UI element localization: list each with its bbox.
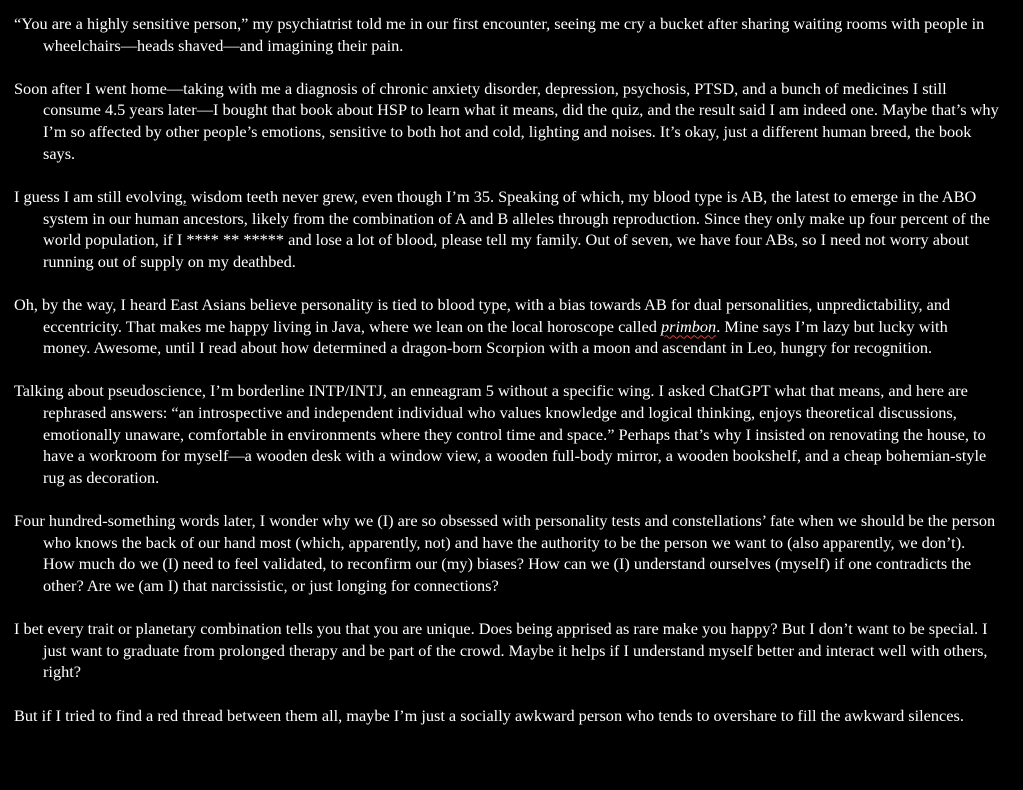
paragraph-pseudoscience [14, 380, 999, 488]
paragraph-hsp-diagnosis [14, 13, 999, 56]
grammar-flagged-comma[interactable]: , [182, 186, 187, 206]
paragraph-text: “You are a highly sensitive person,” my psychiatrist told me in our first encounter, seeing me cry a bucket after sharing waiting rooms with people in wheelchairs—heads shaved—and imagining their pain. [14, 14, 985, 55]
paragraph-text: But if I tried to find a red thread between them all, maybe I’m just a socially awkward person who tends to overshare to fill the awkward silences. [14, 705, 964, 725]
paragraph-red-thread [14, 705, 999, 727]
paragraph-text-before: Oh, by the way, I heard East Asians believe personality is tied to blood type, with a bias towards AB for dual personalities, unpredictability, and eccentricity. That makes me happy living in Java, where we lean on the local horoscope called [14, 295, 951, 336]
paragraph-personality-tests [14, 510, 999, 596]
paragraph-home-diagnosis [14, 78, 999, 164]
paragraph-horoscope [14, 294, 999, 359]
document-body[interactable] [14, 13, 999, 726]
paragraph-text: Soon after I went home—taking with me a diagnosis of chronic anxiety disorder, depression, psychosis, PTSD, and a bunch of medicines I still consume 4.5 years later—I bought that book about HSP to learn what it means, did the quiz, and the result said I am indeed one. Maybe that’s why I’m so affected by other people’s emotions, sensitive to both hot and cold, lighting and noises. It’s okay, just a different human breed, the book says. [14, 78, 999, 163]
paragraph-blood-type [14, 186, 999, 272]
paragraph-text-after: . Mine says I’m lazy but lucky with money. Awesome, until I read about how determined a dragon-born Scorpion with a moon and ascendant in Leo, hungry for recognition. [43, 316, 948, 358]
paragraph-text: Four hundred-something words later, I wonder why we (I) are so obsessed with personality tests and constellations’ fate when we should be the person who knows the back of our hand most (which, apparently, not) and have the authority to be the person we want to (also apparently, we don’t). How much do we (I) need to feel validated, to reconfirm our (my) biases? How can we (I) understand ourselves (myself) if one contradicts the other? Are we (am I) that narcissistic, or just longing for connections? [14, 511, 996, 595]
paragraph-text-after: wisdom teeth never grew, even though I’m 35. Speaking of which, my blood type is AB, the latest to emerge in the ABO system in our human ancestors, likely from the combination of A and B alleles through reproduction. Since they only make up four percent of the world population, if I **** ** ***** and lose a lot of blood, please tell my family. Out of seven, we have four ABs, so I need not worry about running out of supply on my deathbed. [43, 186, 990, 271]
paragraph-text: Talking about pseudoscience, I’m borderline INTP/INTJ, an enneagram 5 without a specific wing. I asked ChatGPT what that means, and here are rephrased answers: “an introspective and independent individual who values knowledge and logical thinking, enjoys theoretical discussions, emotionally unaware, comfortable in environments where they control time and space.” Perhaps that’s why I insisted on renovating the house, to have a workroom for myself—a wooden desk with a window view, a wooden full-body mirror, a wooden bookshelf, and a cheap bohemian-style rug as decoration. [14, 381, 987, 487]
paragraph-text: I bet every trait or planetary combination tells you that you are unique. Does being apprised as rare make you happy? But I don’t want to be special. I just want to graduate from prolonged therapy and be part of the crowd. Maybe it helps if I understand myself better and interact well with others, right? [14, 619, 988, 682]
paragraph-text-before: I guess I am still evolving [14, 186, 183, 206]
spellcheck-flagged-word[interactable]: primbon [661, 316, 717, 336]
paragraph-unique-trait [14, 618, 999, 683]
